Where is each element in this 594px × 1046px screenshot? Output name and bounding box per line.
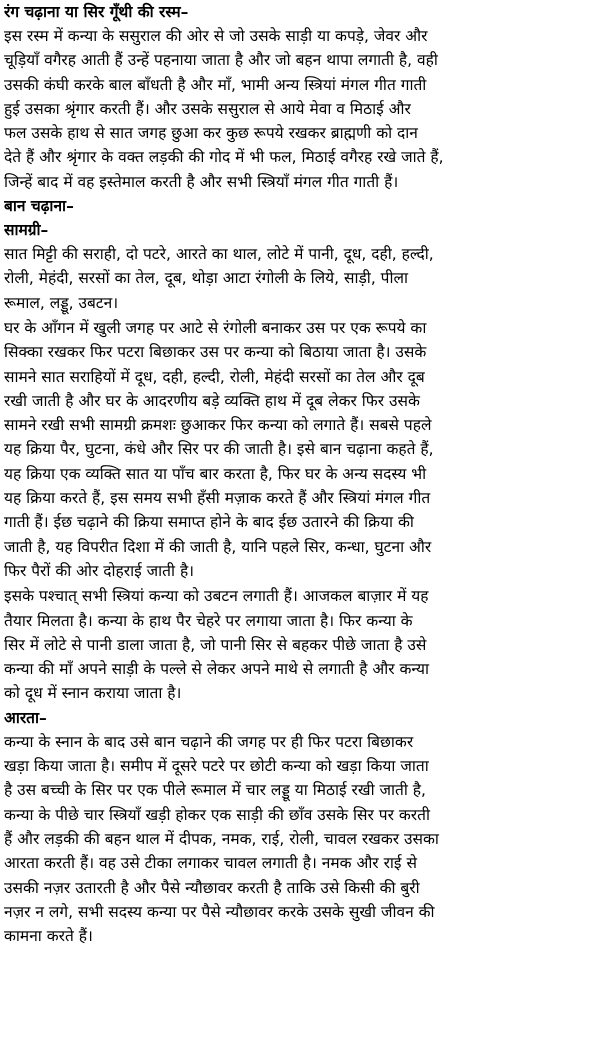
paragraph-line: को दूध में स्नान कराया जाता है। [4,684,182,703]
paragraph-line: सामने रखी सभी सामग्री क्रमशः छुआकर फिर कन्या को लगाते हैं। सबसे पहले [4,416,432,435]
paragraph [4,584,591,705]
paragraph-line: इस रस्म में कन्या के ससुराल की ओर से जो उसके साड़ी या कपड़े, जेवर और [4,27,428,45]
section-samagri [4,218,591,706]
paragraph-line: आरता करती हैं। वह उसे टीका लगाकर चावल लगाती है। नमक और राई से [4,854,417,873]
paragraph-line: तैयार मिलता है। कन्या के हाथ पैर चेहरे पर लगाया जाता है। फिर कन्या के [4,611,413,630]
paragraph-line: इसके पश्चात् सभी स्त्रियां कन्या को उबटन लगाती हैं। आजकल बाज़ार में यह [4,587,429,606]
paragraph-line: चूड़ियाँ वगैरह आती हैं उन्हें पहनाया जाता है और जो बहन थापा लगाती है, वही [4,51,438,70]
paragraph-line: कन्या की माँ अपने साड़ी के पल्ले से लेकर अपने माथे से लगाती है और कन्या [4,660,429,679]
paragraph-line: यह क्रिया एक व्यक्ति सात या पाँच बार करता है, फिर घर के अन्य सदस्य भी [4,464,427,483]
section-heading: सामग्री– [4,221,49,240]
paragraph-line: कन्या के पीछे चार स्त्रियाँ खड़ी होकर एक साड़ी की छाँव उसके सिर पर करती [4,805,430,824]
paragraph-line: कामना करते हैं। [4,927,93,946]
section-heading: बान चढ़ाना– [4,197,74,216]
section-baan-chadhana [4,194,591,218]
paragraph-line: जाती है, यह विपरीत दिशा में की जाती है, यानि पहले सिर, कन्धा, घुटना और [4,537,432,556]
paragraph-line: सामने सात सराहियों में दूध, दही, हल्दी, रोली, मेहंदी सरसों का तेल और दूब [4,367,425,386]
paragraph-line: यह क्रिया पैर, घुटना, कंधे और सिर पर की जाती है। इसे बान चढ़ाना कहते हैं, [4,440,434,459]
section-rang-chadhana [4,0,591,194]
paragraph-line: सिक्का रखकर फिर पटरा बिछाकर उस पर कन्या को बिठाया जाता है। उसके [4,343,427,362]
paragraph [4,316,591,583]
section-heading: आरता– [4,708,47,727]
paragraph-line: उसकी कंघी करके बाल बाँधती है और माँ, भामी अन्य स्त्रियां मंगल गीत गाती [4,75,427,94]
paragraph-line: रखी जाती है और घर के आदरणीय बड़े व्यक्ति हाथ में दूब लेकर फिर उसके [4,391,420,410]
section-heading: रंग चढ़ाना या सिर गूँथी की रस्म– [4,3,189,21]
paragraph [4,730,591,949]
paragraph-line: है उस बच्ची के सिर पर एक पीले रूमाल में चार लड्डू या मिठाई रखी जाती है, [4,781,426,800]
paragraph-line: नज़र न लगे, सभी सदस्य कन्या पर पैसे न्यौछावर करके उसके सुखी जीवन की [4,902,435,921]
paragraph-line: हुई उसका श्रृंगार करती हैं। और उसके ससुराल से आये मेवा व मिठाई और [4,99,411,118]
paragraph-line: जिन्हें बाद में वह इस्तेमाल करती है और सभी स्त्रियाँ मंगल गीत गाती हैं। [4,172,399,191]
paragraph [4,242,591,315]
paragraph-line: रूमाल, लड्डू, उबटन। [4,293,119,312]
paragraph-line: घर के आँगन में खुली जगह पर आटे से रंगोली बनाकर उस पर एक रूपये का [4,318,427,337]
paragraph-line: फिर पैरों की ओर दोहराई जाती है। [4,561,195,580]
paragraph [4,24,591,194]
paragraph-line: उसकी नज़र उतारती है और पैसे न्यौछावर करती है ताकि उसे किसी की बुरी [4,878,420,897]
paragraph-line: कन्या के स्नान के बाद उसे बान चढ़ाने की जगह पर ही फिर पटरा बिछाकर [4,732,414,751]
paragraph-line: गाती हैं। ईछ चढ़ाने की क्रिया समाप्त होने के बाद ईछ उतारने की क्रिया की [4,513,414,532]
paragraph-line: खड़ा किया जाता है। समीप में दूसरे पटरे पर छोटी कन्या को खड़ा किया जाता [4,757,429,776]
paragraph-line: सात मिट्टी की सराही, दो पटरे, आरते का थाल, लोटे में पानी, दूध, दही, हल्दी, [4,245,434,264]
paragraph-line: रोली, मेहंदी, सरसों का तेल, दूब, थोड़ा आटा रंगोली के लिये, साड़ी, पीला [4,269,409,288]
paragraph-line: हैं और लड़की की बहन थाल में दीपक, नमक, राई, रोली, चावल रखकर उसका [4,829,439,848]
paragraph-line: फल उसके हाथ से सात जगह छुआ कर कुछ रूपये रखकर ब्राह्मणी को दान [4,124,418,143]
paragraph-line: सिर में लोटे से पानी डाला जाता है, जो पानी सिर से बहकर पीछे जाता है उसे [4,635,427,654]
paragraph-line: देते हैं और श्रृंगार के वक्त लड़की की गोद में भी फल, मिठाई वगैरह रखे जाते हैं, [4,148,444,167]
section-aarta [4,706,591,949]
paragraph-line: यह क्रिया करते हैं, इस समय सभी हँसी मज़ाक करते हैं और स्त्रियां मंगल गीत [4,489,431,508]
